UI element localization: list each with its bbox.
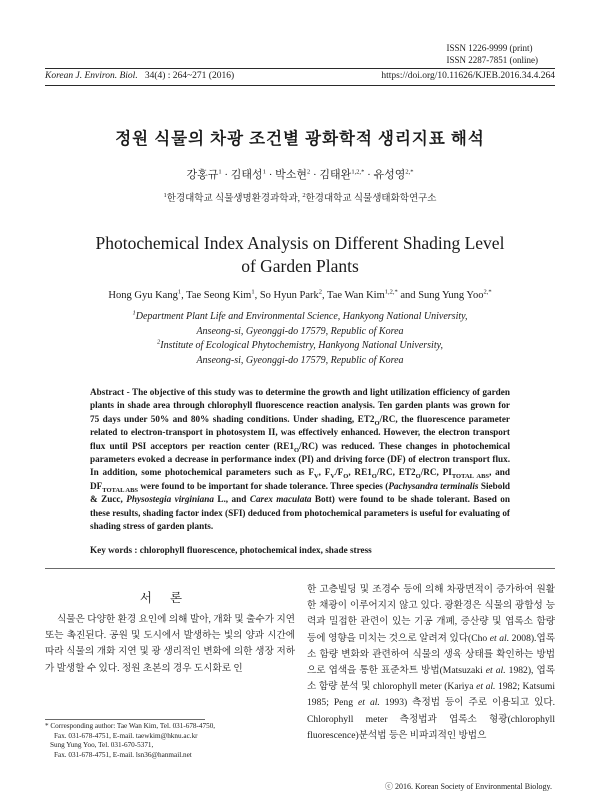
- keywords-text: chlorophyll fluorescence, photochemical index, shade stress: [139, 545, 372, 555]
- body-text: 1982; Katsumi 1985; Peng: [307, 681, 555, 709]
- journal-name: Korean J. Environ. Biol.: [45, 71, 138, 81]
- english-affiliation-1: [0, 310, 600, 325]
- body-text: 엽록소 함량 변화와 관련하여 식물의 생육 상태를 확인하는 방법으로 엽색을 통한 표준차트 방법(Matsuzaki: [307, 632, 556, 677]
- et-al: et al.: [489, 632, 510, 644]
- et-al: et al.: [358, 697, 380, 709]
- author-sup: 2,*: [405, 168, 414, 176]
- english-authors: [0, 290, 600, 301]
- keywords-label: Key words :: [90, 545, 140, 555]
- subscript: O: [293, 446, 300, 454]
- subscript: O: [371, 473, 377, 481]
- volume-pages: 34(4) : 264~271 (2016): [144, 71, 235, 81]
- korean-author: 김태완: [319, 169, 352, 181]
- english-title-line: Photochemical Index Analysis on Different Shading Level: [95, 233, 505, 253]
- abstract-text: /F: [335, 467, 344, 478]
- issn-online: ISSN 2287-7851 (online): [446, 55, 538, 65]
- author-sup: 1: [177, 288, 182, 296]
- affil-line: Institute of Ecological Phytochemistry, Hankyong National University,: [160, 340, 443, 351]
- author-separator: ,: [181, 290, 187, 301]
- body-text: 1982), 엽록소 함량 분석 및 chlorophyll meter (Kariya: [307, 665, 555, 693]
- body-column-left: 식물은 다양한 환경 요인에 의해 발아, 개화 및 출수가 지연 또는 촉진된다. 공원 및 도시에서 발생하는 빛의 양과 시간에 따라 식물의 개화 지연 및 광 생리적인 변화에 의한 생장 저하가 발생할 수 있다. 정원 초본의 경우 도시화로 인: [45, 614, 295, 674]
- english-affiliation-2: [0, 339, 600, 354]
- issn-print: ISSN 1226-9999 (print): [446, 43, 533, 53]
- issn-block: [447, 42, 539, 66]
- english-title: [60, 232, 540, 278]
- et-al: et al.: [476, 681, 496, 693]
- author-separator: and: [397, 290, 419, 301]
- et-al: et al.: [485, 665, 506, 677]
- species-name: Carex maculata: [249, 494, 312, 505]
- english-author: Hong Gyu Kang: [108, 290, 178, 301]
- keywords: [90, 545, 510, 555]
- author-sup: 1: [251, 288, 255, 296]
- abstract-text: L., and: [213, 494, 250, 505]
- abstract-text: Bott) were found to be shade tolerant. Based on these results, shading factor index (SFI) deduced from photochemical parameters is useful for evaluating of shading stress of garden plants.: [90, 494, 510, 532]
- introduction-heading: 서론: [139, 591, 201, 605]
- abstract-text: , and DF: [90, 467, 510, 491]
- species-name: Physostegia virginiana: [126, 494, 214, 505]
- korean-author: 김태성: [230, 169, 263, 181]
- corresponding-author-footnote: [45, 722, 295, 760]
- author-separator: ·: [310, 169, 320, 181]
- affil-line: Anseong-si, Gyeonggi-do 17579, Republic of Korea: [196, 354, 404, 366]
- author-sup: 1,2,*: [351, 168, 365, 176]
- body-text: 1993) 측정법 등이 주로 이용되고 있다. Chlorophyll meter 측정법과 엽록소 형광(chlorophyll fluorescence)분석법 등은 비파괴적인 방법으: [307, 697, 556, 741]
- abstract-label: Abstract: [90, 387, 125, 397]
- english-author: So Hyun Park: [259, 290, 319, 301]
- footnote-line: Fax. 031-678-4751, E-mail. lsn36@hanmail.net: [54, 750, 192, 759]
- abstract-text: , F: [318, 467, 331, 478]
- subscript: TOTAL ABS: [451, 473, 490, 481]
- author-separator: ·: [221, 169, 231, 181]
- english-title-line: of Garden Plants: [241, 256, 359, 276]
- author-sup: 1: [262, 168, 266, 176]
- author-separator: ·: [265, 169, 276, 181]
- english-author: Sung Yung Yoo: [418, 290, 484, 301]
- subscript: O: [343, 473, 349, 481]
- korean-author: 강홍규: [186, 169, 219, 181]
- abstract: [90, 386, 510, 533]
- footnote-rule: [45, 719, 205, 720]
- subscript: V: [313, 473, 319, 481]
- affil-line: Department Plant Life and Environmental Science, Hankyong National University,: [135, 311, 468, 322]
- affil-sup: 1: [132, 309, 136, 317]
- footnote-line: * Corresponding author: Tae Wan Kim, Tel. 031-678-4750,: [45, 722, 216, 730]
- abstract-text: /RC) was reduced. These changes in photochemical parameters evoked a decrease in performance index (PI) and driving force (DF) of electron transport flux. In addition, some photochemical parameters such as F: [90, 440, 511, 478]
- english-affiliations: [0, 310, 600, 368]
- affil-sup: 1: [163, 191, 167, 199]
- abstract-text: were found to be important for shade tolerance. Three species (: [138, 480, 389, 491]
- subscript: O: [415, 473, 421, 481]
- abstract-text: /RC, ET2: [376, 467, 416, 478]
- author-sup: 1,2,*: [384, 288, 398, 296]
- korean-author: 유성영: [373, 169, 406, 181]
- author-separator: ,: [321, 290, 328, 301]
- korean-affiliation-1: 한경대학교 식물생명환경과학과,: [166, 194, 300, 204]
- subscript: V: [330, 473, 336, 481]
- english-author: Tae Seong Kim: [186, 290, 252, 301]
- abstract-text: /RC, the fluorescence parameter related to electron-transport in photosystem II, was effectively enhanced. However, the electron transport flux until PSI acceptors per reaction center (RE1: [90, 413, 510, 451]
- abstract-text: , RE1: [348, 467, 372, 478]
- section-divider: [45, 568, 555, 569]
- author-sup: 2: [318, 288, 322, 296]
- body-text: 2008).: [509, 632, 537, 644]
- korean-authors: [0, 166, 600, 182]
- korean-affiliation-2: 한경대학교 식물생태화학연구소: [305, 194, 437, 204]
- author-sup: 1: [218, 168, 222, 176]
- korean-affiliations: [0, 190, 600, 204]
- abstract-text: /RC, PI: [420, 467, 452, 478]
- abstract-dash: -: [124, 387, 132, 397]
- body-text: 한 고층빌딩 및 조경수 등에 의해 차광면적이 증가하여 원활한 채광이 이루어지지 않고 있다. 광환경은 식물의 광합성 능력과 밀접한 관련이 있는 기공 개폐, 증산량 및 엽록소 함량 등에 영향을 미치는 것으로 알려져 있다(Cho: [307, 584, 555, 644]
- footnote-line: Fax. 031-678-4751, E-mail. taewkim@hknu.ac.kr: [54, 731, 198, 740]
- subscript: TOTAL ABS: [102, 486, 139, 494]
- affil-sup: 2: [157, 338, 161, 346]
- author-separator: ·: [364, 169, 374, 181]
- abstract-text: The objective of this study was to determine the growth and light utilization efficiency of garden plants in shade area through chlorophyll fluorescence reaction analysis. Ten garden plants was grown for 75 days under 50% and 80% shading conditions. Under shading, ET2: [90, 387, 510, 424]
- body-column-right: [307, 582, 555, 744]
- paragraph: [307, 582, 555, 744]
- english-author: Tae Wan Kim: [327, 290, 385, 301]
- affil-sup: 2: [302, 191, 306, 199]
- copyright-notice: ⓒ 2016. Korean Society of Environmental Biology.: [384, 782, 552, 791]
- running-header: [45, 68, 555, 86]
- author-separator: ,: [254, 290, 260, 301]
- footnote-line: Sung Yung Yoo, Tel. 031-670-5371,: [50, 741, 154, 750]
- author-sup: 2: [307, 168, 311, 176]
- abstract-text: Siebold & Zucc,: [90, 480, 510, 505]
- doi-link[interactable]: https://doi.org/10.11626/KJEB.2016.34.4.264: [381, 71, 555, 81]
- journal-citation: [45, 71, 234, 81]
- korean-title: 정원 식물의 차광 조건별 광화학적 생리지표 해석: [115, 129, 485, 148]
- subscript: O: [374, 419, 380, 427]
- author-sup: 2,*: [483, 288, 492, 296]
- affil-line: Anseong-si, Gyeonggi-do 17579, Republic of Korea: [196, 325, 404, 337]
- korean-author: 박소현: [275, 169, 307, 181]
- species-name: Pachysandra terminalis: [388, 480, 479, 491]
